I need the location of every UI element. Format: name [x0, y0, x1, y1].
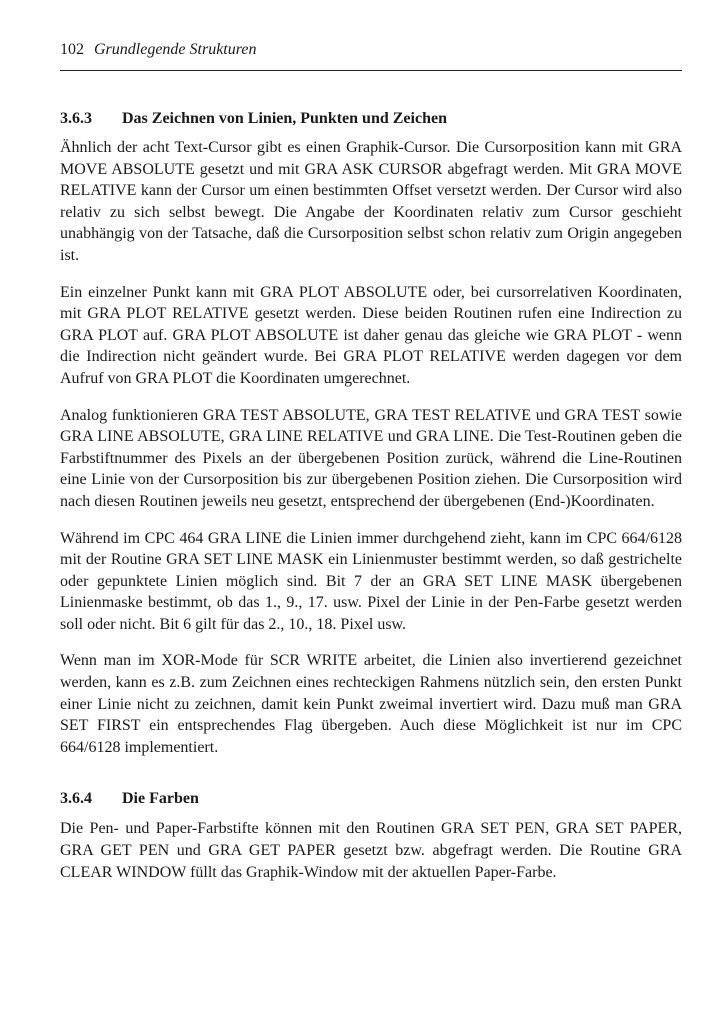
section-3-6-4: [60, 789, 682, 883]
section-title: Die Farben: [122, 790, 199, 808]
section-3-6-3: [60, 109, 682, 758]
paragraph: Ein einzelner Punkt kann mit GRA PLOT ABSOLUTE oder, bei cursorrelativen Koordinaten, mit GRA PLOT RELATIVE gesetzt werden. Diese beiden Routinen rufen eine Indirection zu GRA PLOT auf. GRA PLOT ABSOLUTE ist daher genau das gleiche wie GRA PLOT - wenn die Indirection nicht geändert wurde. Bei GRA PLOT RELATIVE werden dagegen vor dem Aufruf von GRA PLOT die Koordinaten umgerechnet.: [60, 283, 682, 387]
section-number: 3.6.4: [60, 790, 92, 808]
section-heading: [60, 789, 682, 809]
paragraph: Ähnlich der acht Text-Cursor gibt es einen Graphik-Cursor. Die Cursorposition kann mit GRA MOVE ABSOLUTE gesetzt und mit GRA ASK CURSOR abgefragt werden. Mit GRA MOVE RELATIVE kann der Cursor um einen bestimmten Offset versetzt werden. Der Cursor wird also relativ zu sich selbst bewegt. Die Angabe der Koordinaten relativ zum Cursor geschieht unabhängig von der Tatsache, daß die Cursorposition selbst schon relativ zum Origin angegeben ist.: [60, 139, 682, 264]
running-title: Grundlegende Strukturen: [94, 41, 257, 58]
section-title: Das Zeichnen von Linien, Punkten und Zeichen: [122, 110, 447, 127]
book-page: [60, 40, 682, 883]
section-heading: [60, 109, 682, 129]
page-number: 102: [60, 41, 84, 58]
paragraph: Die Pen- und Paper-Farbstifte können mit den Routinen GRA SET PEN, GRA SET PAPER, GRA GET PEN und GRA GET PAPER gesetzt bzw. abgefragt werden. Die Routine GRA CLEAR WINDOW füllt das Graphik-Window mit der aktuellen Paper-Farbe.: [60, 820, 682, 881]
paragraph: Analog funktionieren GRA TEST ABSOLUTE, GRA TEST RELATIVE und GRA TEST sowie GRA LINE ABSOLUTE, GRA LINE RELATIVE und GRA LINE. Die Test-Routinen geben die Farbstiftnummer des Pixels an der übergebenen Position zurück, während die Line-Routinen eine Linie von der Cursorposition bis zur übergebenen Position ziehen. Die Cursorposition wird nach diesen Routinen jeweils neu gesetzt, entsprechend der übergebenen (End-)Koordinaten.: [60, 406, 682, 510]
running-header: [60, 40, 682, 71]
section-number: 3.6.3: [60, 110, 92, 127]
paragraph: Während im CPC 464 GRA LINE die Linien immer durchgehend zieht, kann im CPC 664/6128 mit der Routine GRA SET LINE MASK ein Linienmuster bestimmt werden, so daß gestrichelte oder gepunktete Linien möglich sind. Bit 7 der an GRA SET LINE MASK übergebenen Linienmaske bestimmt, ob das 1., 9., 17. usw. Pixel der Linie in der Pen-Farbe gesetzt werden soll oder nicht. Bit 6 gilt für das 2., 10., 18. Pixel usw.: [60, 529, 682, 633]
paragraph: Wenn man im XOR-Mode für SCR WRITE arbeitet, die Linien also invertierend gezeichnet werden, kann es z.B. zum Zeichnen eines rechteckigen Rahmens nützlich sein, den ersten Punkt einer Linie nicht zu zeichnen, damit kein Punkt zweimal invertiert wird. Dazu muß man GRA SET FIRST ein entsprechendes Flag übergeben. Auch diese Möglichkeit ist nur im CPC 664/6128 implementiert.: [60, 652, 682, 756]
